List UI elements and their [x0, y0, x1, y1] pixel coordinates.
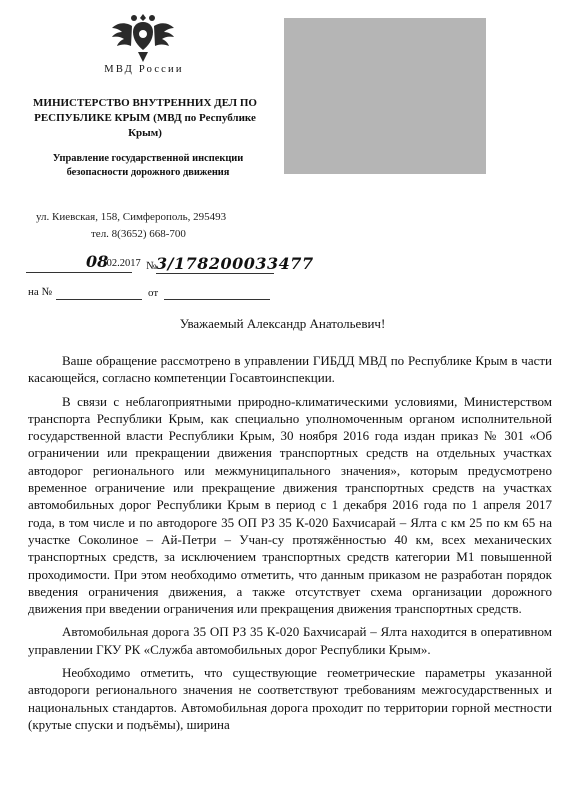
date-printed: .02.2017	[104, 258, 141, 269]
reference-date-line	[164, 299, 270, 300]
reference-label: на №	[28, 286, 53, 298]
ministry-short-name: МВД России	[104, 64, 184, 75]
paragraph: Необходимо отметить, что существующие геометрические параметры указанной автодороги регионального значения не соответствуют требованиям межгосударственных и национальных стандартов. Автомобильная дорога проходит по территории горной местности (крутые спуски и подъёмы), ширина	[28, 665, 552, 732]
reference-from-label: от	[148, 287, 159, 299]
date-handwritten: 08	[86, 252, 109, 271]
paragraph: Автомобильная дорога 35 ОП РЗ 35 К-020 Бахчисарай – Ялта находится в оперативном управлении ГКУ РК «Служба автомобильных дорог Республики Крым».	[28, 624, 552, 657]
number-prefix: №	[146, 260, 157, 272]
paragraph: В связи с неблагоприятными природно-климатическими условиями, Министерством транспорта Республики Крым, как специально уполномоченным органом исполнительной государственной власти Республики Крым, 30 ноября 2016 года издан приказ № 301 «Об ограничении или прекращении движения транспортных средств на отдельных участках автодорог регионального или межмуниципального значения», которым предусмотрено временное ограничение или прекращение движения транспортных средств на участках автомобильных дорог Республики Крым в период с 1 декабря 2016 года по 1 апреля 2017 года, в том числе и по автодороге 35 ОП РЗ 35 К-020 Бахчисарай – Ялта с км 25 по км 65 на участке Соколиное – Ай-Петри – Учан-су протяжённостью 40 км, всех механических транспортных средств, за исключением транспортных средств категории M1 повышенной проходимости. При этом необходимо отметить, что данным приказом не разработан порядок введения ограничения движения, а также отсутствует схема организации дорожного движения при введении ограничения или прекращения движения транспортных средств.	[28, 393, 552, 617]
reference-number-line	[56, 299, 142, 300]
address-line-2: тел. 8(3652) 668-700	[91, 228, 186, 240]
paragraph: Ваше обращение рассмотрено в управлении ГИБДД МВД по Республике Крым в части касающейся, согласно компетенции Госавтоинспекции.	[28, 353, 552, 386]
number-underline	[156, 273, 274, 274]
redacted-addressee-block	[284, 18, 486, 174]
letter-body	[28, 352, 552, 739]
ministry-full-name: МИНИСТЕРСТВО ВНУТРЕННИХ ДЕЛ ПО РЕСПУБЛИКЕ КРЫМ (МВД по Республике Крым)	[33, 97, 257, 139]
date-underline	[26, 272, 132, 273]
department-name: Управление государственной инспекции безопасности дорожного движения	[52, 153, 244, 179]
greeting: Уважаемый Александр Анатольевич!	[179, 316, 386, 331]
registration-number-handwritten: 3/178200033477	[156, 254, 314, 273]
emblem-eagle-icon	[110, 8, 176, 64]
address-line-1: ул. Киевская, 158, Симферополь, 295493	[36, 211, 227, 223]
